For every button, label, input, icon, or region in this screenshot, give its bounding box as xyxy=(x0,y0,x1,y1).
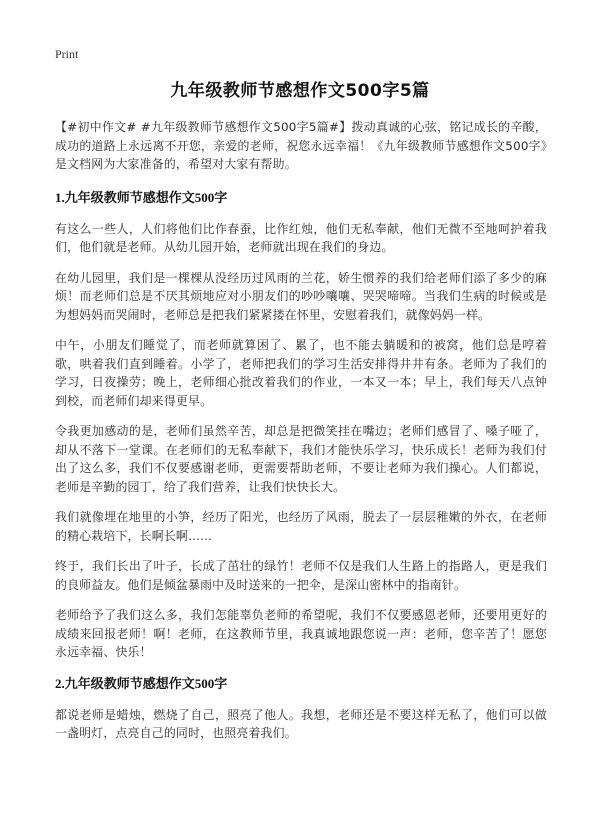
paragraph: 终于，我们长出了叶子，长成了茁壮的绿竹！老师不仅是我们人生路上的指路人，更是我们的良师益友。他们是倾盆暴雨中及时送来的一把伞，是深山密林中的指南针。 xyxy=(55,559,547,592)
paragraph: 中午，小朋友们睡觉了，而老师就算困了、累了，也不能去躺暖和的被窝，他们总是哼着歌，哄着我们直到睡着。小学了，老师把我们的学习生活安排得井井有条。老师为了我们的学习，日夜操劳；晚上，老师细心批改着我们的作业，一本又一本；早上，我们每天八点钟到校，而老师们却来得更早。 xyxy=(55,338,547,408)
paragraph: 令我更加感动的是，老师们虽然辛苦，却总是把微笑挂在嘴边；老师们感冒了、嗓子哑了，却从不落下一堂课。在老师们的无私奉献下，我们才能快乐学习，快乐成长！老师为我们付出了这么多，我们不仅要感谢老师，更需要帮助老师，不要让老师为我们操心。人们都说，老师是辛勤的园丁，给了我们营养，让我们快快长大。 xyxy=(55,424,547,494)
section-1 xyxy=(55,188,547,662)
article-body xyxy=(55,118,547,755)
intro-paragraph: 【#初中作文# #九年级教师节感想作文500字5篇#】拨动真诚的心弦，铭记成长的辛酸，成功的道路上永远离不开您，亲爱的老师，祝您永远幸福！《九年级教师节感想作文500字》是文档网为大家准备的，希望对大家有帮助。 xyxy=(55,120,547,171)
section-heading: 1.九年级教师节感想作文500字 xyxy=(55,189,228,205)
paragraph: 有这么一些人，人们将他们比作春蚕，比作红烛，他们无私奉献，他们无微不至地呵护着我们，他们就是老师。从幼儿园开始，老师就出现在我们的身边。 xyxy=(55,221,547,254)
paragraph: 在幼儿园里，我们是一棵棵从没经历过风雨的兰花，娇生惯养的我们给老师们添了多少的麻烦！而老师们总是不厌其烦地应对小朋友们的吵吵嚷嚷、哭哭啼啼。当我们生病的时候或是为想妈妈而哭闹时，老师总是把我们紧紧搂在怀里，安慰着我们，就像妈妈一样。 xyxy=(55,270,547,322)
paragraph: 我们就像埋在地里的小笋，经历了阳光，也经历了风雨，脱去了一层层稚嫩的外衣，在老师的精心栽培下，长啊长啊…… xyxy=(55,510,547,543)
print-label: Print xyxy=(55,47,79,61)
paragraph: 都说老师是蜡烛，燃烧了自己，照亮了他人。我想，老师还是不要这样无私了，他们可以做一盏明灯，点亮自己的同时，也照亮着我们。 xyxy=(55,707,547,740)
paragraph: 老师给予了我们这么多，我们怎能辜负老师的希望呢，我们不仅要感恩老师，还要用更好的成绩来回报老师！啊！老师，在这教师节里，我真诚地跟您说一声：老师，您辛苦了！愿您永远幸福、快乐！ xyxy=(55,608,547,659)
section-heading: 2.九年级教师节感想作文500字 xyxy=(55,675,228,691)
page-title: 九年级教师节感想作文500字5篇 xyxy=(170,81,430,101)
section-2 xyxy=(55,674,547,743)
